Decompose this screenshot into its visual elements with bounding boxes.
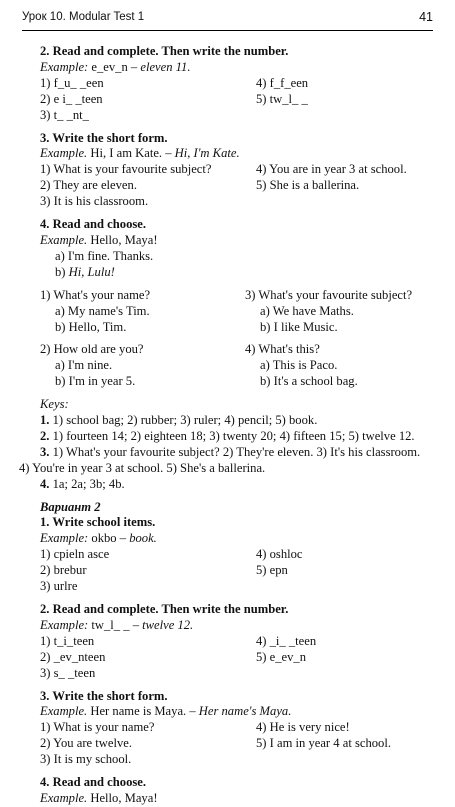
- exercise-4-questions-row: 2) How old are you? a) I'm nine. b) I'm in year 5. 4) What's this? a) This is Paco. b) It's a school bag.: [40, 342, 358, 389]
- v2-exercise-1-example: Example: okbo – book.: [40, 531, 157, 546]
- exercise-2-row: 1) f_u_ _een 4) f_f_een: [40, 75, 309, 90]
- key-4: 4. 1a; 2a; 3b; 4b.: [40, 476, 125, 491]
- key-3: 3. 1) What's your favourite subject? 2) They're eleven. 3) It's his classroom.: [40, 444, 421, 459]
- exercise-4-heading: 4. Read and choose.: [40, 217, 147, 232]
- v2-exercise-3-row: 3) It is my school.: [40, 752, 132, 767]
- keys-title: Keys:: [40, 397, 69, 412]
- exercise-4-example: Example. Hello, Maya!: [40, 232, 158, 247]
- lesson-title: Урок 10. Modular Test 1: [22, 11, 145, 23]
- exercise-4-questions-row: 1) What's your name? a) My name's Tim. b) Hello, Tim. 3) What's your favourite subject? a) We have Maths. b) I like Music.: [40, 287, 413, 334]
- v2-exercise-1-row: 3) urlre: [40, 579, 78, 594]
- v2-exercise-1-heading: 1. Write school items.: [40, 515, 156, 530]
- v2-exercise-3-heading: 3. Write the short form.: [40, 688, 168, 703]
- exercise-3-heading: 3. Write the short form.: [40, 130, 168, 145]
- v2-exercise-2-row: 2) _ev_nteen 5) e_ev_n: [40, 649, 307, 664]
- v2-exercise-3-row: 2) You are twelve. 5) I am in year 4 at school.: [40, 736, 391, 751]
- key-1: 1. 1) school bag; 2) rubber; 3) ruler; 4) pencil; 5) book.: [40, 413, 318, 428]
- v2-exercise-4-example: Example. Hello, Maya!: [40, 790, 158, 805]
- v2-exercise-2-heading: 2. Read and complete. Then write the number.: [40, 602, 289, 616]
- page-content: [19, 44, 433, 807]
- exercise-2-row: 3) t_ _nt_: [40, 107, 89, 122]
- exercise-3-row: 2) They are eleven. 5) She is a ballerina.: [40, 178, 360, 193]
- exercise-3-example: Example. Hi, I am Kate. – Hi, I'm Kate.: [40, 146, 240, 161]
- v2-exercise-1-row: 2) brebur 5) epn: [40, 563, 288, 578]
- v2-exercise-2-row: 3) s_ _teen: [40, 665, 96, 680]
- exercise-3-row: 1) What is your favourite subject? 4) You are in year 3 at school.: [40, 162, 407, 177]
- v2-exercise-4-heading: 4. Read and choose.: [40, 775, 147, 790]
- page-number: 41: [419, 10, 433, 24]
- exercise-3-row: 3) It is his classroom.: [40, 194, 149, 209]
- exercise-2-example: Example: e_ev_n – eleven 11.: [40, 59, 191, 74]
- v2-exercise-3-example: Example. Her name is Maya. – Her name's Maya.: [40, 704, 292, 719]
- page-header: [22, 8, 433, 31]
- v2-exercise-1-row: 1) cpieln asce 4) oshloc: [40, 547, 303, 562]
- key-3-continued: 4) You're in year 3 at school. 5) She's a ballerina.: [19, 460, 266, 475]
- v2-exercise-3-row: 1) What is your name? 4) He is very nice!: [40, 720, 350, 735]
- variant-2-title: Вариант 2: [40, 499, 101, 514]
- exercise-4-example-b: b) Hi, Lulu!: [55, 264, 115, 279]
- exercise-2-heading: 2. Read and complete. Then write the number.: [40, 44, 289, 58]
- exercise-4-example-a: a) I'm fine. Thanks.: [55, 248, 154, 263]
- v2-exercise-2-row: 1) t_i_teen 4) _i_ _teen: [40, 633, 317, 648]
- v2-exercise-2-example: Example: tw_l_ _ – twelve 12.: [40, 617, 194, 632]
- exercise-2-row: 2) e i_ _teen 5) tw_l_ _: [40, 91, 308, 106]
- key-2: 2. 1) fourteen 14; 2) eighteen 18; 3) twenty 20; 4) fifteen 15; 5) twelve 12.: [40, 428, 415, 443]
